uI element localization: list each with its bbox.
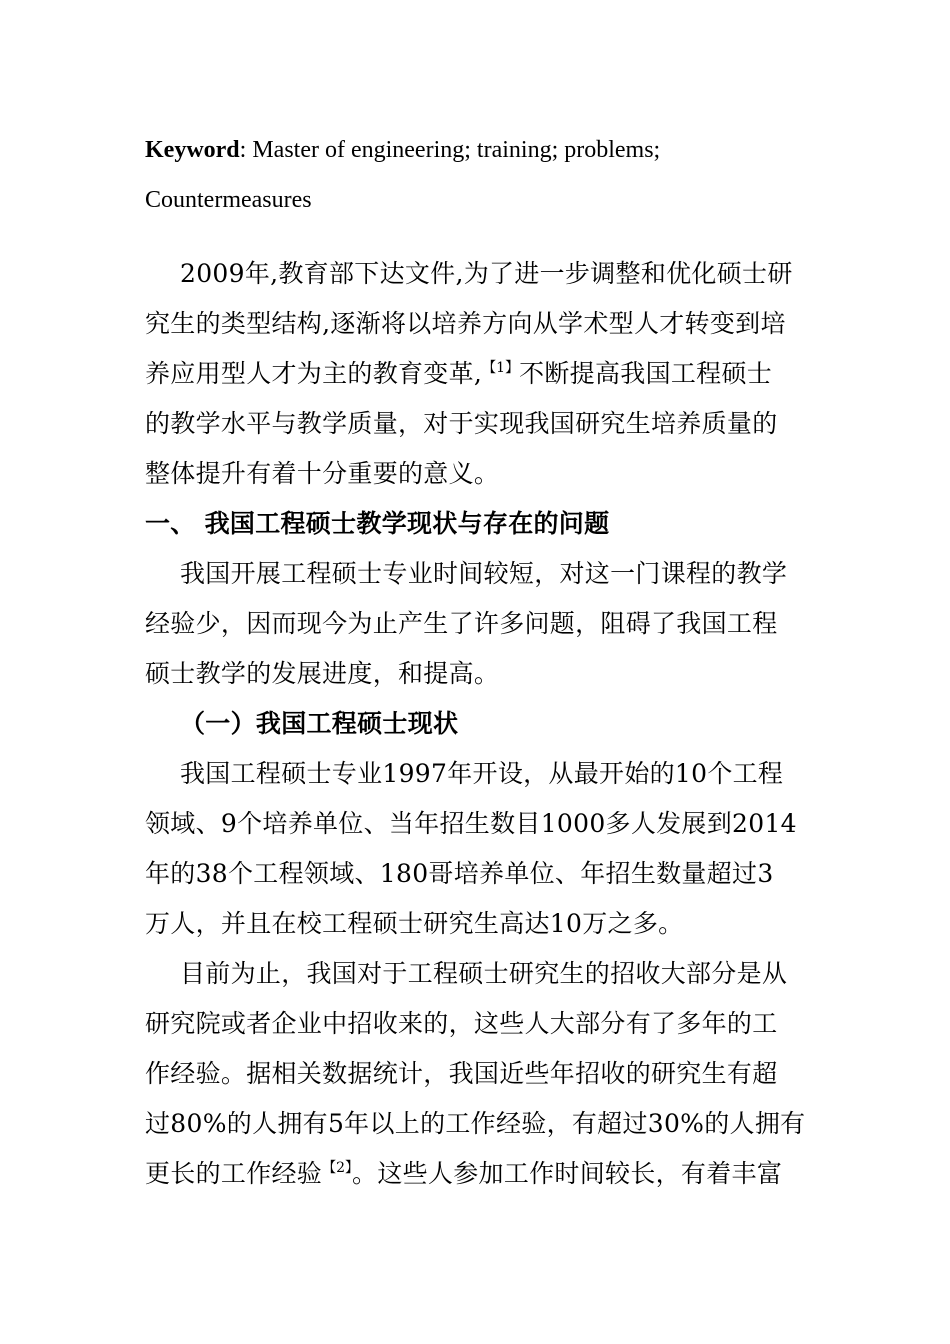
paragraph-line: 我国开展工程硕士专业时间较短，对这一门课程的教学 — [180, 559, 788, 588]
section-heading: 一、 我国工程硕士教学现状与存在的问题 — [145, 509, 610, 538]
citation-ref: 【1】 — [482, 360, 520, 376]
paragraph-line: 目前为止，我国对于工程硕士研究生的招收大部分是从 — [180, 959, 788, 988]
intro-line: 的教学水平与教学质量，对于实现我国研究生培养质量的 — [145, 409, 778, 438]
intro-line: 2009年,教育部下达文件,为了进一步调整和优化硕士研 — [180, 259, 793, 288]
intro-line: 整体提升有着十分重要的意义。 — [145, 459, 500, 488]
paragraph-line: 万人，并且在校工程硕士研究生高达10万之多。 — [145, 909, 684, 938]
intro-line — [145, 357, 805, 395]
paragraph-line — [145, 1157, 805, 1195]
keyword-line-continued — [145, 183, 805, 217]
paragraph-line: 我国工程硕士专业1997年开设，从最开始的10个工程 — [180, 759, 784, 788]
keyword-label: Keyword — [145, 137, 240, 163]
paragraph-text: 更长的工作经验 — [145, 1159, 323, 1188]
subsection-heading: （一）我国工程硕士现状 — [180, 709, 459, 738]
intro-text: 不断提高我国工程硕士 — [519, 359, 773, 388]
paragraph-line: 作经验。据相关数据统计，我国近些年招收的研究生有超 — [145, 1059, 778, 1088]
paragraph-line: 硕士教学的发展进度，和提高。 — [145, 659, 500, 688]
keyword-text-continued: Countermeasures — [145, 187, 312, 213]
paragraph-text: 。这些人参加工作时间较长，有着丰富 — [352, 1159, 783, 1188]
paragraph-line: 研究院或者企业中招收来的，这些人大部分有了多年的工 — [145, 1009, 778, 1038]
paragraph-line: 领域、9个培养单位、当年招生数目1000多人发展到2014 — [145, 809, 797, 838]
intro-text: 养应用型人才为主的教育变革, — [145, 359, 483, 388]
paragraph-line: 过80%的人拥有5年以上的工作经验，有超过30%的人拥有 — [145, 1109, 806, 1138]
intro-line: 究生的类型结构,逐渐将以培养方向从学术型人才转变到培 — [145, 309, 786, 338]
paragraph-line: 年的38个工程领域、180哥培养单位、年招生数量超过3 — [145, 859, 774, 888]
citation-ref: 【2】 — [322, 1160, 353, 1176]
keyword-line — [145, 133, 805, 167]
keyword-text: : Master of engineering; training; problems; — [239, 137, 661, 163]
paragraph-line: 经验少，因而现今为止产生了许多问题，阻碍了我国工程 — [145, 609, 778, 638]
